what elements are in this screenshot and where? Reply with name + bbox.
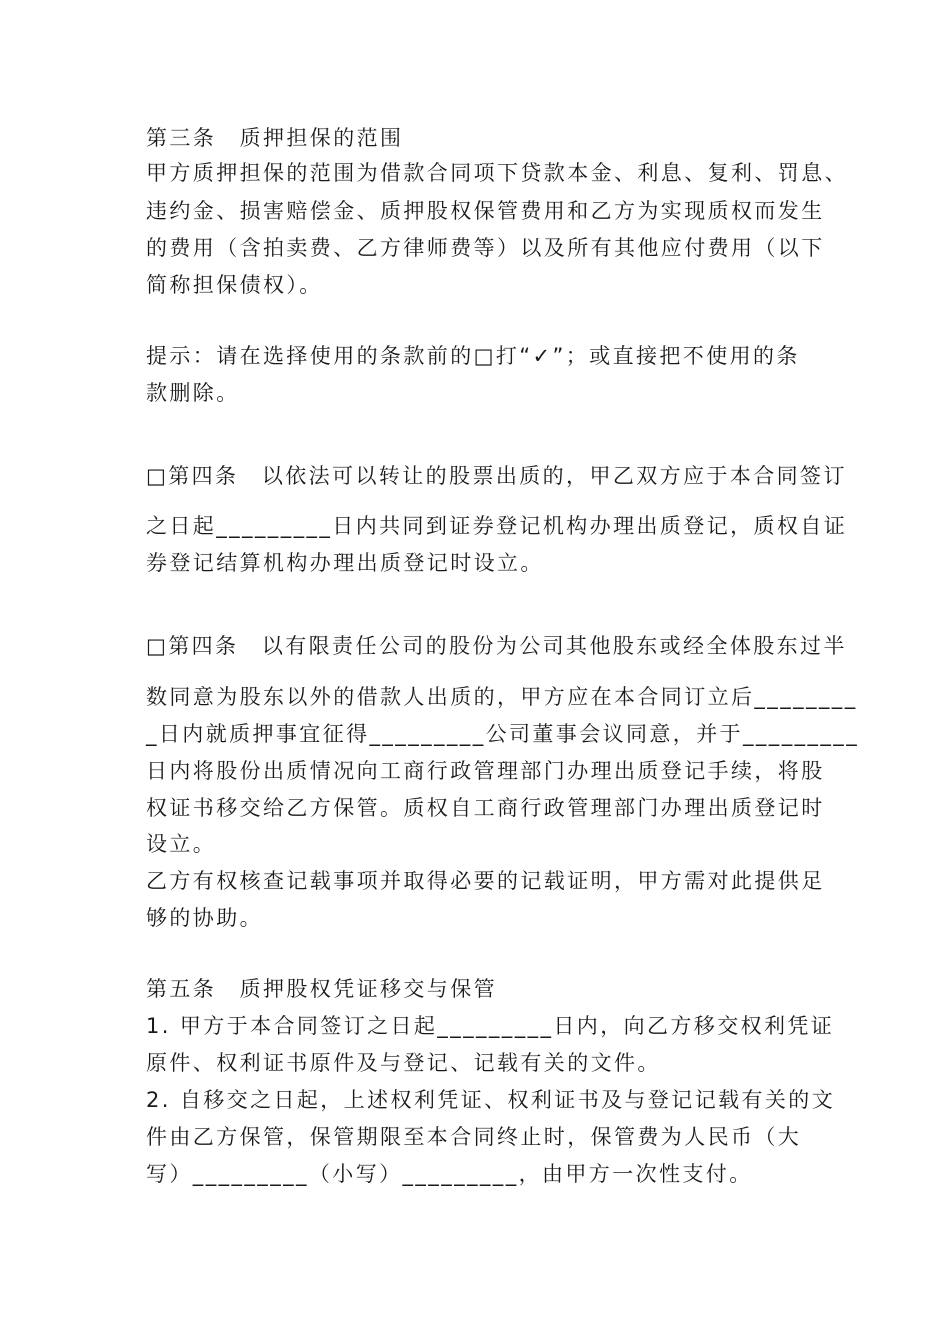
- article4a-line: □第四条 以依法可以转让的股票出质的，甲乙双方应于本合同签订: [146, 464, 847, 488]
- article4b-line: 设立。: [146, 832, 217, 856]
- article4b-line: 数同意为股东以外的借款人出质的，甲方应在本合同订立后________: [146, 685, 858, 709]
- article5-line: 1. 甲方于本合同签订之日起_________日内，向乙方移交权利凭证: [146, 1014, 835, 1038]
- article3-line: 违约金、损害赔偿金、质押股权保管费用和乙方为实现质权而发生: [146, 199, 825, 223]
- hint-line: 提示：请在选择使用的条款前的□打“✓”；或直接把不使用的条: [146, 344, 800, 368]
- article4b-line: 够的协助。: [146, 906, 263, 930]
- article5-line: 写）_________（小写）_________，由甲方一次性支付。: [146, 1162, 753, 1186]
- hint-line: 款删除。: [146, 381, 240, 405]
- article4b-line: 权证书移交给乙方保管。质权自工商行政管理部门办理出质登记时: [146, 796, 825, 820]
- article5-line: 件由乙方保管，保管期限至本合同终止时，保管费为人民币（大: [146, 1125, 802, 1149]
- article5-line: 2. 自移交之日起，上述权利凭证、权利证书及与登记记载有关的文: [146, 1088, 836, 1112]
- article4a-line: 之日起_________日内共同到证券登记机构办理出质登记，质权自证: [146, 514, 848, 538]
- article3-line: 的费用（含拍卖费、乙方律师费等）以及所有其他应付费用（以下: [146, 236, 825, 260]
- article3-title: 第三条 质押担保的范围: [146, 126, 404, 150]
- article4b-line: □第四条 以有限责任公司的股份为公司其他股东或经全体股东过半: [146, 634, 847, 658]
- article4b-line: 日内将股份出质情况向工商行政管理部门办理出质登记手续，将股: [146, 759, 825, 783]
- article3-line: 简称担保债权）。: [146, 273, 323, 297]
- article5-title: 第五条 质押股权凭证移交与保管: [146, 977, 497, 1001]
- article3-line: 甲方质押担保的范围为借款合同项下贷款本金、利息、复利、罚息、: [146, 161, 848, 185]
- article4b-line: _日内就质押事宜征得_________公司董事会议同意，并于_________: [146, 722, 860, 746]
- article4a-line: 券登记结算机构办理出质登记时设立。: [146, 551, 544, 575]
- article5-line: 原件、权利证书原件及与登记、记载有关的文件。: [146, 1051, 661, 1075]
- article4b-line: 乙方有权核查记载事项并取得必要的记载证明，甲方需对此提供足: [146, 869, 825, 893]
